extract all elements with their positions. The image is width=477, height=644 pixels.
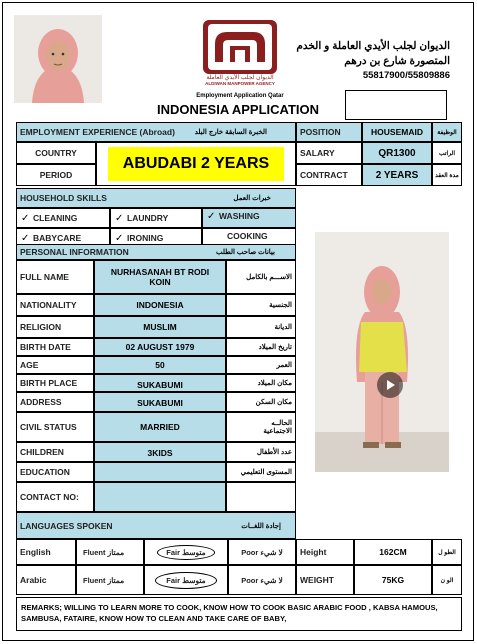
experience-value-cell [96, 142, 296, 186]
measure-value-cell [354, 565, 432, 595]
poor-option: Poor لا شيء [241, 575, 283, 585]
salary-value-cell [362, 142, 432, 164]
measure-arabic-cell [432, 539, 462, 565]
fluent-option: Fluent ممتاز [83, 575, 125, 585]
skills-label: HOUSEHOLD SKILLS [20, 193, 107, 203]
height-label-arabic: الطو ل [438, 549, 456, 556]
languages-label: LANGUAGES SPOKEN [20, 520, 113, 531]
skill-item [110, 208, 202, 228]
row-label-arabic: العمر [276, 362, 292, 369]
row-label-arabic: الديانة [274, 324, 292, 331]
row-arabic-cell [226, 412, 296, 442]
row-value-cell [94, 462, 226, 482]
row-value-cell [94, 482, 226, 512]
salary-label-arabic: الراتب [438, 150, 456, 157]
row-value-cell [94, 442, 226, 462]
position-label-arabic: الوظيفة [437, 129, 457, 136]
languages-header [16, 512, 296, 539]
poor-cell[interactable] [228, 565, 296, 595]
logo-caption-english: ALDIWAN MANPOWER AGENCY [205, 81, 275, 86]
skill-name: COOKING [227, 231, 268, 241]
row-label: FULL NAME [20, 272, 69, 282]
full-name-value: NURHASANAH BT RODI KOIN [110, 267, 210, 287]
row-label-arabic: الجنسية [269, 302, 292, 309]
skill-item [202, 208, 296, 228]
row-label: ADDRESS [20, 397, 62, 407]
fluent-cell[interactable] [76, 539, 144, 565]
row-label-cell [16, 412, 94, 442]
period-label: PERIOD [39, 170, 73, 180]
row-label: EDUCATION [20, 467, 70, 477]
fair-cell[interactable] [144, 565, 228, 595]
row-label-arabic: الحالــه الاجتماعية [263, 420, 292, 435]
contract-label: CONTRACT [300, 170, 348, 180]
row-arabic-cell [226, 392, 296, 412]
religion-value: MUSLIM [143, 322, 177, 332]
logo-caption-arabic: الديوان لجلب الأيدي العاملة [206, 75, 274, 81]
row-arabic-cell [226, 374, 296, 392]
fair-option-selected: Fair متوسط [155, 572, 216, 589]
remarks-box [16, 597, 462, 631]
period-label-cell [16, 164, 96, 186]
row-value-cell [94, 412, 226, 442]
row-value-cell [94, 338, 226, 356]
country-label-cell [16, 142, 96, 164]
poor-option: Poor لا شيء [241, 547, 283, 557]
height-value: 162CM [379, 547, 407, 557]
salary-label: SALARY [300, 148, 335, 158]
personal-label-arabic: بيانات صاحب الطلب [215, 249, 275, 256]
country-label: COUNTRY [35, 148, 77, 158]
position-label-cell [296, 122, 362, 142]
personal-header [16, 244, 296, 260]
agency-phones: 55817900/55809886 [362, 70, 450, 81]
row-label-arabic: عدد الأطفال [256, 449, 292, 456]
skills-label-arabic: خبرات العمل [233, 195, 271, 202]
row-label-cell [16, 392, 94, 412]
check-icon: ✓ [115, 232, 124, 244]
check-icon: ✓ [207, 211, 216, 222]
row-value-cell [94, 356, 226, 374]
employment-label-arabic: الخبرة السابقة خارج البلد [194, 129, 267, 136]
measure-label-cell [296, 539, 354, 565]
birth-date-value: 02 AUGUST 1979 [125, 342, 195, 352]
portrait-photo[interactable] [14, 15, 102, 103]
remarks-text: REMARKS; WILLING TO LEARN MORE TO COOK, KNOW HOW TO COOK BASIC ARABIC FOOD , KABSA HAMOUS, SAMBUSA, FATAIRE, KNOW HOW TO CLEAN AND TAKE CARE OF BABY, [21, 603, 438, 623]
row-label-arabic: المستوى التعليمي [240, 469, 292, 476]
row-label-cell [16, 294, 94, 316]
employment-label: EMPLOYMENT EXPERIENCE (Abroad) [20, 127, 175, 137]
row-label-cell [16, 260, 94, 294]
nationality-value: INDONESIA [136, 300, 184, 310]
play-icon [384, 379, 396, 391]
personal-label: PERSONAL INFORMATION [20, 247, 129, 257]
row-label-cell [16, 338, 94, 356]
skills-header [16, 188, 296, 208]
row-label: CONTACT NO: [20, 492, 79, 502]
poor-cell[interactable] [228, 539, 296, 565]
weight-label-arabic: الو ن [440, 577, 454, 584]
weight-label: WEIGHT [300, 575, 334, 585]
row-arabic-cell [226, 316, 296, 338]
check-icon: ✓ [21, 212, 30, 224]
fair-option-selected: Fair متوسط [157, 545, 214, 560]
row-arabic-cell [226, 294, 296, 316]
row-label-cell [16, 482, 94, 512]
row-arabic-cell [226, 482, 296, 512]
row-arabic-cell [226, 338, 296, 356]
contract-label-cell [296, 164, 362, 186]
fair-cell[interactable] [144, 539, 228, 565]
row-label: BIRTH DATE [20, 342, 71, 352]
skill-name: BABYCARE [33, 233, 82, 243]
position-arabic-cell [432, 122, 462, 142]
row-label: AGE [20, 360, 39, 370]
row-label-cell [16, 356, 94, 374]
contract-value-cell [362, 164, 432, 186]
civil-status-value: MARRIED [140, 422, 180, 432]
height-label: Height [300, 547, 327, 557]
measure-arabic-cell [432, 565, 462, 595]
measure-value-cell [354, 539, 432, 565]
form-subtitle: Employment Application Qatar [196, 93, 284, 99]
age-value: 50 [155, 360, 165, 370]
language-name-cell [16, 539, 76, 565]
row-label-arabic: تاريخ الميلاد [258, 344, 292, 351]
row-label-arabic: مكان السكن [255, 399, 292, 406]
language-name: English [20, 547, 51, 557]
row-arabic-cell [226, 462, 296, 482]
contract-arabic-cell [432, 164, 462, 186]
salary-label-cell [296, 142, 362, 164]
experience-value: ABUDABI 2 YEARS [122, 155, 270, 172]
row-label: CIVIL STATUS [20, 422, 77, 432]
row-label: RELIGION [20, 322, 62, 332]
row-arabic-cell [226, 442, 296, 462]
language-name-cell [16, 565, 76, 595]
skill-name: LAUNDRY [127, 213, 169, 223]
row-label-cell [16, 374, 94, 392]
video-preview[interactable] [315, 232, 449, 472]
position-label: POSITION [300, 127, 341, 137]
row-label-arabic: الاســـم بالكامل [246, 274, 292, 281]
skill-item [16, 208, 110, 228]
skill-name: WASHING [219, 211, 260, 221]
row-label-arabic: مكان الميلاد [257, 380, 292, 387]
skill-name: CLEANING [33, 213, 78, 223]
salary-arabic-cell [432, 142, 462, 164]
row-label-cell [16, 316, 94, 338]
row-arabic-cell [226, 356, 296, 374]
agency-address-arabic: المتصورة شارع بن درهم [344, 55, 450, 67]
agency-name-arabic: الديوان لجلب الأيدي العاملة و الخدم [296, 40, 450, 52]
languages-label-arabic: إجادة اللغــات [241, 522, 281, 530]
fluent-cell[interactable] [76, 565, 144, 595]
row-value-cell [94, 260, 226, 294]
row-label: NATIONALITY [20, 300, 77, 310]
birth-place-value: SUKABUMI [137, 380, 183, 390]
children-value: 3KIDS [147, 448, 173, 458]
address-value: SUKABUMI [137, 398, 183, 408]
check-icon: ✓ [21, 232, 30, 244]
row-label: BIRTH PLACE [20, 378, 78, 388]
row-value-cell [94, 374, 226, 392]
contract-label-arabic: مدة العقد [435, 172, 459, 179]
fluent-option: Fluent ممتاز [83, 547, 125, 557]
weight-value: 75KG [381, 575, 405, 585]
row-value-cell [94, 294, 226, 316]
measure-label-cell [296, 565, 354, 595]
check-icon: ✓ [115, 212, 124, 224]
row-label-cell [16, 462, 94, 482]
row-value-cell [94, 392, 226, 412]
row-label-cell [16, 442, 94, 462]
contract-value: 2 YEARS [375, 169, 419, 181]
form-title: INDONESIA APPLICATION [156, 102, 320, 117]
position-value-cell [362, 122, 432, 142]
skill-name: IRONING [127, 233, 164, 243]
language-name: Arabic [20, 575, 47, 585]
row-label: CHILDREN [20, 447, 64, 457]
employment-header [16, 122, 296, 142]
salary-value: QR1300 [378, 147, 416, 159]
reference-box[interactable] [345, 90, 447, 120]
position-value: HOUSEMAID [371, 127, 423, 137]
row-value-cell [94, 316, 226, 338]
play-button[interactable] [377, 372, 403, 398]
row-arabic-cell [226, 260, 296, 294]
